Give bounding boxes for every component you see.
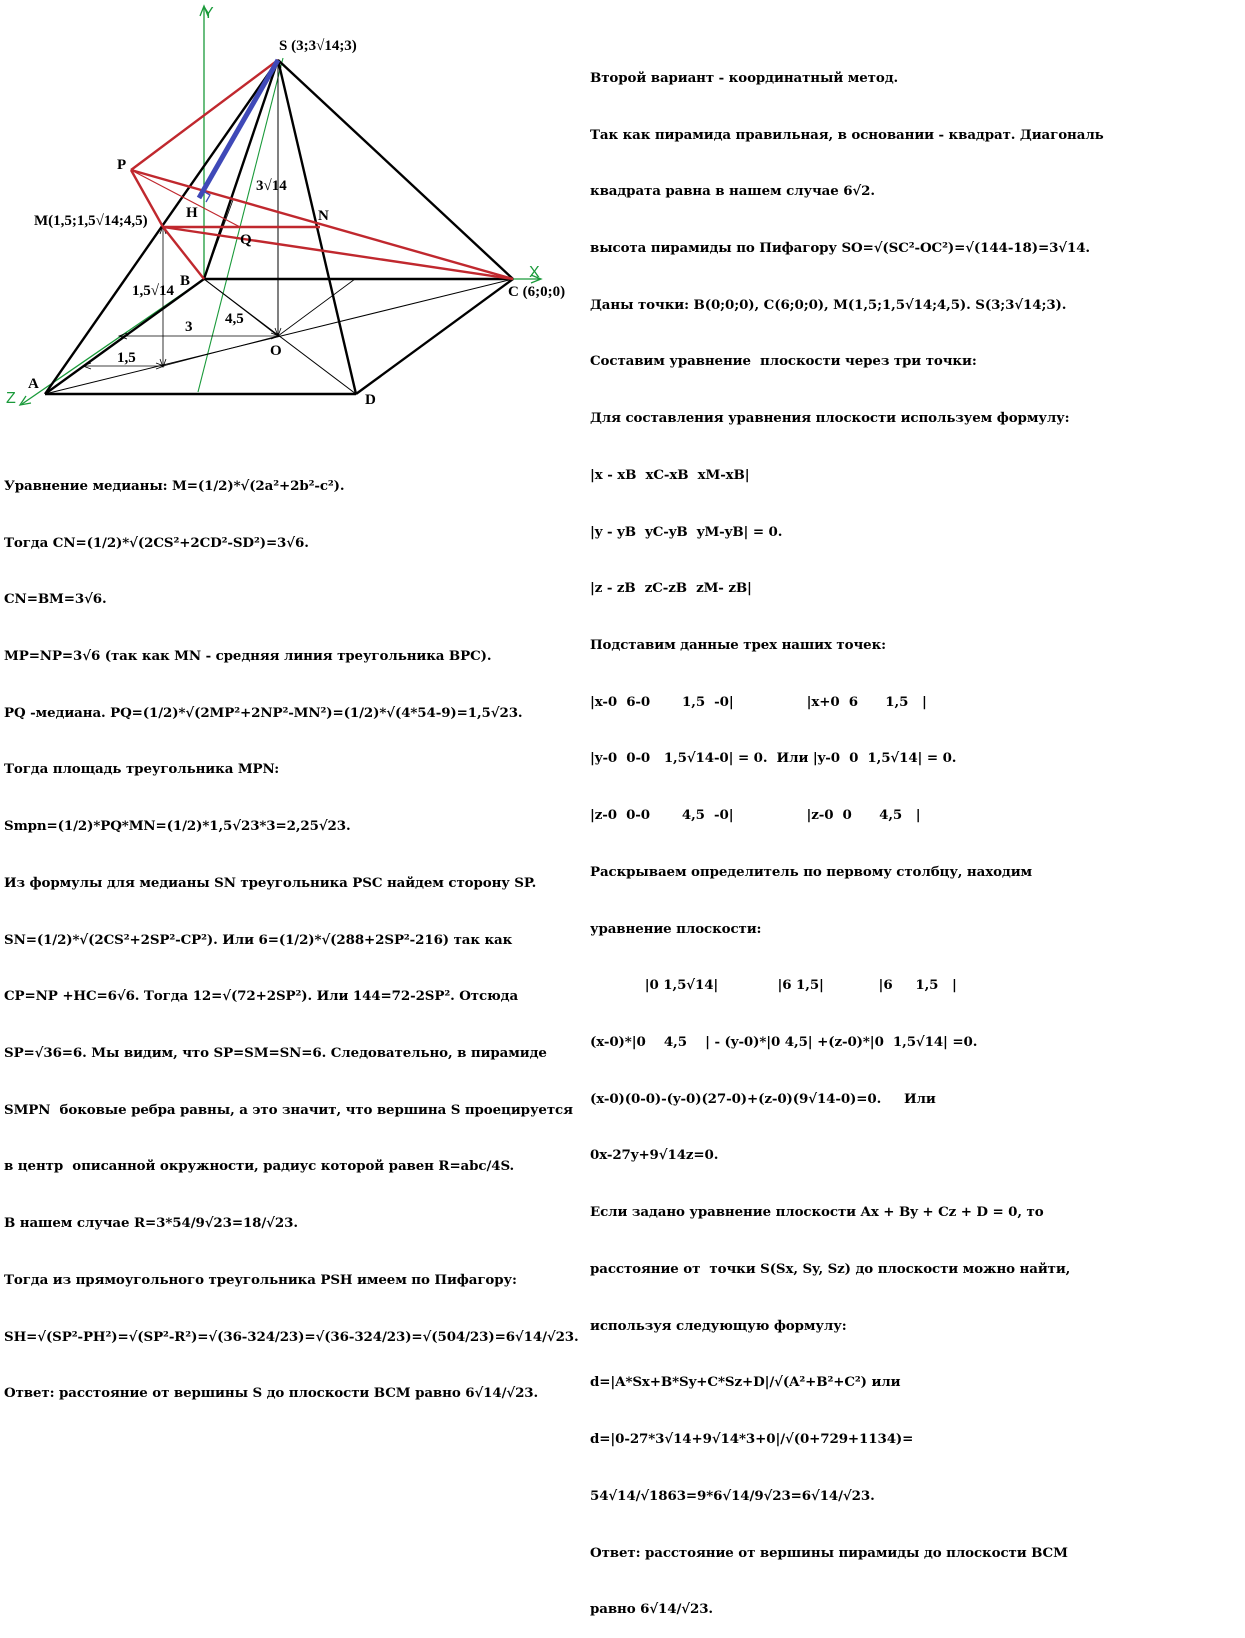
answer-line: Ответ: расстояние от вершины S до плоскости BCM равно 6√14/√23.	[4, 1385, 539, 1402]
text-line: Тогда площадь треугольника MPN:	[4, 761, 280, 778]
text-line: |z - zB zC-zB zM- zB|	[590, 580, 752, 597]
label-S: S (3;3√14;3)	[279, 38, 357, 54]
x-axis-label: X	[529, 264, 540, 281]
label-O: O	[270, 343, 282, 359]
label-D: D	[365, 392, 376, 408]
text-line: используя следующую формулу:	[590, 1317, 847, 1334]
label-A: A	[28, 376, 39, 392]
text-line: Smpn=(1/2)*PQ*MN=(1/2)*1,5√23*3=2,25√23.	[4, 818, 351, 835]
label-C: C (6;0;0)	[508, 284, 566, 300]
edge-AB	[45, 279, 204, 394]
text-line: Даны точки: B(0;0;0), C(6;0;0), M(1,5;1,5√14;4,5). S(3;3√14;3).	[590, 296, 1067, 313]
text-line: PQ -медиана. PQ=(1/2)*√(2MP²+2NP²-MN²)=(1/2)*√(4*54-9)=1,5√23.	[4, 704, 523, 721]
text-line: MP=NP=3√6 (так как MN - средняя линия треугольника BPC).	[4, 647, 492, 664]
text-line: CP=NP +HC=6√6. Тогда 12=√(72+2SP²). Или 144=72-2SP². Отсюда	[4, 988, 519, 1005]
text-line: в центр описанной окружности, радиус которой равен R=abc/4S.	[4, 1158, 515, 1175]
label-dist3: 3	[185, 319, 193, 335]
text-line: d=|A*Sx+B*Sy+C*Sz+D|/√(A²+B²+C²) или	[590, 1374, 901, 1391]
pyramid-diagram	[0, 0, 600, 440]
text-line: квадрата равна в нашем случае 6√2.	[590, 183, 875, 200]
label-P: P	[117, 157, 127, 173]
label-mh: 1,5√14	[132, 283, 174, 299]
label-Q: Q	[240, 232, 252, 248]
text-line: Из формулы для медианы SN треугольника PSC найдем сторону SP.	[4, 874, 537, 891]
text-line: SP=√36=6. Мы видим, что SP=SM=SN=6. Следовательно, в пирамиде	[4, 1045, 547, 1061]
helper-BQ	[204, 200, 233, 279]
label-B: B	[180, 273, 191, 289]
text-line: Если задано уравнение плоскости Ax + By + Cz + D = 0, то	[590, 1204, 1044, 1221]
text-line: Составим уравнение плоскости через три точки:	[590, 353, 977, 370]
solution-text-geometric	[4, 439, 579, 1422]
text-line: 54√14/√1863=9*6√14/9√23=6√14/√23.	[590, 1487, 875, 1504]
text-line: CN=BM=3√6.	[4, 591, 107, 608]
z-axis-arrow	[20, 396, 31, 405]
y-axis-label: Y	[203, 5, 214, 22]
text-line: |y-0 0-0 1,5√14-0| = 0. Или |y-0 0 1,5√14| = 0.	[590, 750, 957, 767]
text-line: |x - xB xC-xB xM-xB|	[590, 466, 750, 483]
answer-line: равно 6√14/√23.	[590, 1601, 713, 1618]
text-line: |y - yB yC-yB yM-yB| = 0.	[590, 523, 783, 540]
diagonal-AC	[45, 279, 513, 394]
text-line: уравнение плоскости:	[590, 920, 762, 937]
label-H: H	[186, 205, 198, 221]
label-height: 3√14	[256, 178, 287, 194]
text-line: расстояние от точки S(Sx, Sy, Sz) до плоскости можно найти,	[590, 1260, 1071, 1277]
label-M: M(1,5;1,5√14;4,5)	[34, 213, 148, 229]
text-line: Уравнение медианы: M=(1/2)*√(2a²+2b²-c²).	[4, 477, 345, 494]
text-line: Подставим данные трех наших точек:	[590, 637, 886, 653]
dim-45	[204, 279, 278, 336]
solution-text-coordinate	[590, 31, 1104, 1638]
label-dist15: 1,5	[117, 350, 136, 366]
text-line: |0 1,5√14| |6 1,5| |6 1,5 |	[590, 977, 957, 994]
text-line: Тогда из прямоугольного треугольника PSH имеем по Пифагору:	[4, 1271, 517, 1288]
edge-CD	[356, 279, 513, 394]
text-line: |z-0 0-0 4,5 -0| |z-0 0 4,5 |	[590, 807, 921, 824]
label-dist45: 4,5	[225, 311, 244, 327]
answer-line: Ответ: расстояние от вершины пирамиды до плоскости BCM	[590, 1544, 1068, 1561]
text-line: |x-0 6-0 1,5 -0| |x+0 6 1,5 |	[590, 693, 927, 710]
text-line: SN=(1/2)*√(2CS²+2SP²-CP²). Или 6=(1/2)*√(288+2SP²-216) так как	[4, 931, 513, 948]
plane-MB	[163, 227, 204, 279]
text-line: Тогда CN=(1/2)*√(2CS²+2CD²-SD²)=3√6.	[4, 534, 309, 551]
text-line: (x-0)*|0 4,5 | - (y-0)*|0 4,5| +(z-0)*|0 1,5√14| =0.	[590, 1034, 978, 1051]
plane-MC	[163, 227, 513, 279]
helper-M-foot-O	[163, 336, 278, 366]
text-line: В нашем случае R=3*54/9√23=18/√23.	[4, 1215, 298, 1232]
text-line: d=|0-27*3√14+9√14*3+0|/√(0+729+1134)=	[590, 1431, 914, 1448]
text-line: Для составления уравнения плоскости используем формулу:	[590, 410, 1070, 427]
text-line: Второй вариант - координатный метод.	[590, 69, 899, 86]
text-line: (x-0)(0-0)-(y-0)(27-0)+(z-0)(9√14-0)=0. Или	[590, 1090, 936, 1107]
text-line: высота пирамиды по Пифагору SO=√(SC²-OC²)=√(144-18)=3√14.	[590, 239, 1090, 256]
z-axis-label: Z	[6, 390, 16, 407]
text-line: 0x-27y+9√14z=0.	[590, 1147, 719, 1164]
green-ray	[198, 58, 283, 392]
text-line: SMPN боковые ребра равны, а это значит, что вершина S проецируется	[4, 1101, 573, 1118]
text-line: Раскрываем определитель по первому столбцу, находим	[590, 863, 1033, 880]
text-line: SH=√(SP²-PH²)=√(SP²-R²)=√(36-324/23)=√(36-324/23)=√(504/23)=6√14/√23.	[4, 1328, 579, 1345]
label-N: N	[318, 208, 329, 224]
text-line: Так как пирамида правильная, в основании - квадрат. Диагональ	[590, 126, 1104, 143]
